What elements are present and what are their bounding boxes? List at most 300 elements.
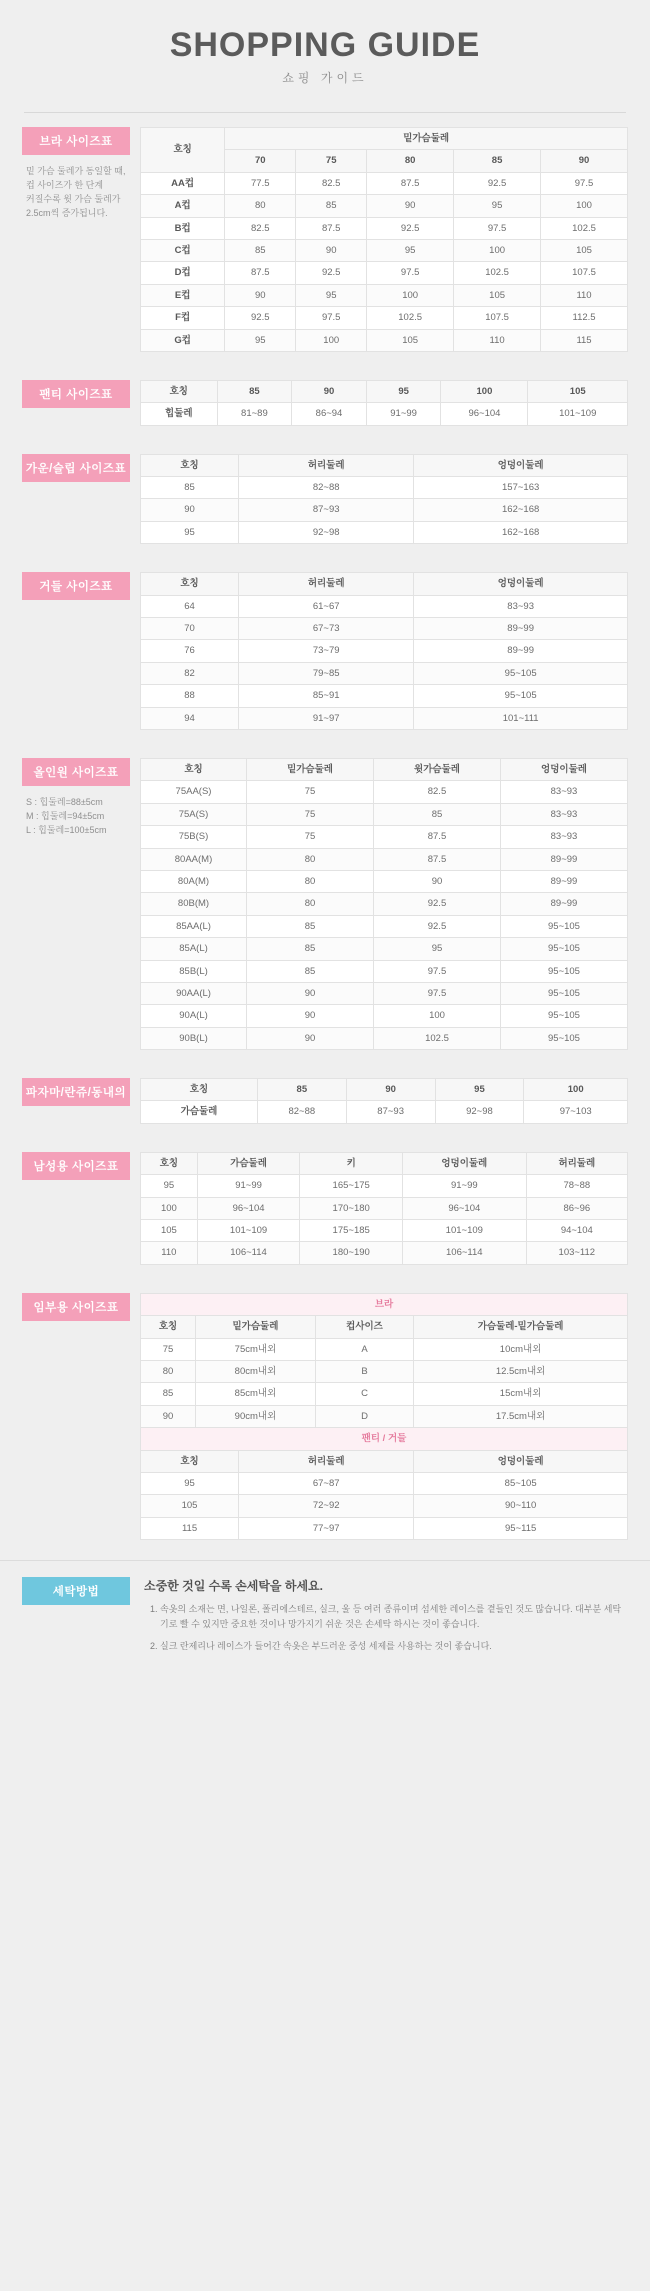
cell: 92~98 (239, 521, 414, 543)
cell: 165~175 (300, 1175, 403, 1197)
cell: 75AA(S) (141, 781, 247, 803)
cell: 73~79 (239, 640, 414, 662)
table-row (141, 403, 628, 425)
cell: 95~105 (500, 982, 627, 1004)
bra-col-header: 75 (296, 150, 367, 172)
cell: 92.5 (367, 217, 454, 239)
col-header: 호칭 (141, 1152, 198, 1174)
col-header: 호칭 (141, 380, 218, 402)
col-header: 호칭 (141, 1316, 196, 1338)
row-head: C컵 (141, 239, 225, 261)
section-panty (0, 366, 650, 440)
table-row (141, 1005, 628, 1027)
section-pajama (0, 1064, 650, 1138)
cell: 103~112 (526, 1242, 627, 1264)
section-label-column (22, 380, 140, 408)
table-row (141, 1338, 628, 1360)
cell: 95~115 (414, 1517, 628, 1539)
col-header: 엉덩이둘레 (414, 573, 628, 595)
cell: 90 (141, 1405, 196, 1427)
section-table-column (140, 127, 628, 352)
table-row (141, 848, 628, 870)
cell: 85 (141, 1383, 196, 1405)
cell: 97.5 (541, 172, 628, 194)
cell: 92.5 (374, 893, 501, 915)
section-table-column (140, 454, 628, 545)
cell: 110 (141, 1242, 198, 1264)
cell: B (315, 1360, 413, 1382)
table-row (141, 329, 628, 351)
row-head: G컵 (141, 329, 225, 351)
cell: 85 (374, 803, 501, 825)
section-table-column (140, 380, 628, 426)
cell: 91~99 (197, 1175, 300, 1197)
list-item: 2. 실크 란제리나 레이스가 들어간 속옷은 부드러운 중성 세제를 사용하는 것이 좋습니다. (160, 1639, 628, 1654)
cell: 96~104 (441, 403, 528, 425)
col-header: 호칭 (141, 1079, 258, 1101)
cell: 95~105 (500, 1005, 627, 1027)
cell: 112.5 (541, 307, 628, 329)
col-header: 윗가슴둘레 (374, 758, 501, 780)
maternity-panty-title: 팬티 / 거들 (141, 1428, 628, 1450)
cell: 81~89 (217, 403, 292, 425)
bra-corner-header: 호칭 (141, 128, 225, 173)
row-head: E컵 (141, 284, 225, 306)
cell: D (315, 1405, 413, 1427)
table-row (141, 781, 628, 803)
allinone-size-table (140, 758, 628, 1050)
girdle-size-table (140, 572, 628, 730)
cell: 82.5 (296, 172, 367, 194)
cell: 95~105 (500, 915, 627, 937)
table-row (141, 893, 628, 915)
row-head: 힙둘레 (141, 403, 218, 425)
cell: 100 (454, 239, 541, 261)
table-row (141, 870, 628, 892)
cell: 89~99 (500, 848, 627, 870)
col-header: 호칭 (141, 454, 239, 476)
gown-slip-size-table (140, 454, 628, 545)
cell: 85B(L) (141, 960, 247, 982)
cell: 91~97 (239, 707, 414, 729)
table-row (141, 262, 628, 284)
col-header: 엉덩이둘레 (402, 1152, 526, 1174)
maternity-bra-size-table (140, 1293, 628, 1428)
cell: 100 (141, 1197, 198, 1219)
cell: 10cm내외 (414, 1338, 628, 1360)
cell: 90 (247, 982, 374, 1004)
col-header: 85 (217, 380, 292, 402)
cell: 85 (247, 960, 374, 982)
col-header: 허리둘레 (239, 454, 414, 476)
table-row (141, 707, 628, 729)
cell: 90 (374, 870, 501, 892)
cell: 95 (454, 195, 541, 217)
cell: 97~103 (524, 1101, 628, 1123)
cell: 90 (141, 499, 239, 521)
cell: 87.5 (296, 217, 367, 239)
cell: 89~99 (414, 640, 628, 662)
cell: 75 (247, 803, 374, 825)
cell: 89~99 (500, 870, 627, 892)
cell: 90 (296, 239, 367, 261)
maternity-bra-title: 브라 (141, 1293, 628, 1315)
cell: 92.5 (296, 262, 367, 284)
section-table-column (140, 572, 628, 730)
section-label-column (22, 454, 140, 482)
col-header: 호칭 (141, 758, 247, 780)
cell: 83~93 (500, 781, 627, 803)
page-subtitle: 쇼핑 가이드 (282, 71, 368, 85)
cell: 78~88 (526, 1175, 627, 1197)
list-item: 1. 속옷의 소재는 면, 나일론, 폴리에스테르, 실크, 울 등 여러 종류이며 섬세한 레이스를 곁들인 것도 많습니다. 대부분 세탁기로 빨 수 있지만 중요한 것이나 망가지기 쉬운 것은 손세탁 하시는 것이 좋습니다. (160, 1602, 628, 1632)
wash-list (144, 1602, 628, 1654)
bra-col-header: 70 (225, 150, 296, 172)
cell: 75cm내외 (196, 1338, 316, 1360)
cell: 64 (141, 595, 239, 617)
men-size-table (140, 1152, 628, 1265)
section-tab-allinone: 올인원 사이즈표 (22, 758, 130, 786)
cell: 95~105 (414, 685, 628, 707)
col-header: 85 (257, 1079, 346, 1101)
cell: 94~104 (526, 1220, 627, 1242)
cell: 90~110 (414, 1495, 628, 1517)
cell: 100 (367, 284, 454, 306)
cell: 107.5 (541, 262, 628, 284)
cell: 92.5 (374, 915, 501, 937)
col-header: 밑가슴둘레 (247, 758, 374, 780)
cell: 75B(S) (141, 826, 247, 848)
col-header: 엉덩이둘레 (414, 454, 628, 476)
cell: 90 (367, 195, 454, 217)
cell: 83~93 (500, 826, 627, 848)
table-row (141, 217, 628, 239)
cell: 82~88 (239, 477, 414, 499)
cell: 82.5 (374, 781, 501, 803)
cell: 67~87 (239, 1472, 414, 1494)
cell: 77~97 (239, 1517, 414, 1539)
cell: 90AA(L) (141, 982, 247, 1004)
section-table-column (140, 1152, 628, 1265)
table-row (141, 284, 628, 306)
col-header: 컵사이즈 (315, 1316, 413, 1338)
bra-col-header: 80 (367, 150, 454, 172)
cell: 83~93 (500, 803, 627, 825)
cell: 88 (141, 685, 239, 707)
bra-group-header: 밑가슴둘레 (225, 128, 628, 150)
row-head: AA컵 (141, 172, 225, 194)
cell: 80A(M) (141, 870, 247, 892)
cell: 96~104 (402, 1197, 526, 1219)
cell: 97.5 (454, 217, 541, 239)
cell: 106~114 (402, 1242, 526, 1264)
cell: 95~105 (414, 662, 628, 684)
section-tab-pajama: 파자마/란쥬/동내의 (22, 1078, 130, 1106)
cell: 80 (141, 1360, 196, 1382)
cell: 100 (541, 195, 628, 217)
section-label-column (22, 572, 140, 600)
section-gown-slip (0, 440, 650, 559)
section-table-column (140, 1293, 628, 1540)
cell: 77.5 (225, 172, 296, 194)
table-row (141, 1383, 628, 1405)
section-label-column (22, 1078, 140, 1106)
cell: 87.5 (374, 826, 501, 848)
col-header: 105 (528, 380, 628, 402)
col-header: 밑가슴둘레 (196, 1316, 316, 1338)
table-row (141, 1472, 628, 1494)
cell: 170~180 (300, 1197, 403, 1219)
cell: 90A(L) (141, 1005, 247, 1027)
col-header: 가슴둘레 (197, 1152, 300, 1174)
table-row (141, 499, 628, 521)
section-label-column (22, 1152, 140, 1180)
section-wash (0, 1560, 650, 1687)
cell: 95 (141, 521, 239, 543)
cell: 95 (367, 239, 454, 261)
table-row (141, 826, 628, 848)
row-head: B컵 (141, 217, 225, 239)
cell: 180~190 (300, 1242, 403, 1264)
cell: 90 (225, 284, 296, 306)
col-header: 100 (524, 1079, 628, 1101)
cell: 115 (141, 1517, 239, 1539)
col-header: 95 (366, 380, 441, 402)
cell: 85 (247, 938, 374, 960)
cell: 101~111 (414, 707, 628, 729)
cell: 80AA(M) (141, 848, 247, 870)
section-tab-bra: 브라 사이즈표 (22, 127, 130, 155)
cell: 95 (225, 329, 296, 351)
section-label-column (22, 1293, 140, 1321)
section-note-allinone: S : 힙둘레=88±5cm M : 힙둘레=94±5cm L : 힙둘레=100±5cm (26, 796, 107, 835)
cell: 95 (141, 1472, 239, 1494)
table-row (141, 640, 628, 662)
cell: 76 (141, 640, 239, 662)
table-row (141, 239, 628, 261)
cell: 95 (296, 284, 367, 306)
cell: 162~168 (414, 499, 628, 521)
page-header (0, 0, 650, 106)
col-header: 100 (441, 380, 528, 402)
cell: 89~99 (500, 893, 627, 915)
cell: 110 (541, 284, 628, 306)
table-row (141, 618, 628, 640)
table-row (141, 662, 628, 684)
cell: 101~109 (197, 1220, 300, 1242)
cell: 87.5 (367, 172, 454, 194)
cell: 15cm내외 (414, 1383, 628, 1405)
cell: 85AA(L) (141, 915, 247, 937)
col-header: 호칭 (141, 1450, 239, 1472)
cell: 87.5 (225, 262, 296, 284)
cell: 75A(S) (141, 803, 247, 825)
cell: 101~109 (528, 403, 628, 425)
cell: 95~105 (500, 960, 627, 982)
section-label-column (22, 758, 140, 838)
col-header: 엉덩이둘레 (414, 1450, 628, 1472)
cell: A (315, 1338, 413, 1360)
pajama-size-table (140, 1078, 628, 1124)
cell: 162~168 (414, 521, 628, 543)
col-header: 90 (292, 380, 367, 402)
cell: 70 (141, 618, 239, 640)
table-row (141, 1101, 628, 1123)
section-tab-men: 남성용 사이즈표 (22, 1152, 130, 1180)
cell: 75 (247, 781, 374, 803)
cell: 97.5 (296, 307, 367, 329)
section-girdle (0, 558, 650, 744)
cell: 82.5 (225, 217, 296, 239)
table-row (141, 1242, 628, 1264)
cell: 86~96 (526, 1197, 627, 1219)
cell: 83~93 (414, 595, 628, 617)
cell: 97.5 (374, 960, 501, 982)
cell: 95 (374, 938, 501, 960)
cell: 17.5cm내외 (414, 1405, 628, 1427)
cell: 85 (247, 915, 374, 937)
section-tab-panty: 팬티 사이즈표 (22, 380, 130, 408)
col-header: 키 (300, 1152, 403, 1174)
cell: 85~91 (239, 685, 414, 707)
cell: 105 (367, 329, 454, 351)
section-table-column (140, 1078, 628, 1124)
table-row (141, 1175, 628, 1197)
cell: 105 (141, 1220, 198, 1242)
section-table-column (140, 758, 628, 1050)
table-row (141, 1517, 628, 1539)
cell: 85 (225, 239, 296, 261)
table-row (141, 1360, 628, 1382)
cell: 87~93 (239, 499, 414, 521)
row-head: 가슴둘레 (141, 1101, 258, 1123)
table-row (141, 938, 628, 960)
section-allinone (0, 744, 650, 1064)
cell: 106~114 (197, 1242, 300, 1264)
cell: 80cm내외 (196, 1360, 316, 1382)
cell: 92~98 (435, 1101, 524, 1123)
cell: 90 (247, 1027, 374, 1049)
cell: 85A(L) (141, 938, 247, 960)
cell: C (315, 1383, 413, 1405)
col-header: 허리둘레 (239, 573, 414, 595)
cell: 75 (247, 826, 374, 848)
cell: 102.5 (367, 307, 454, 329)
section-label-column (22, 127, 140, 221)
bra-size-table (140, 127, 628, 352)
cell: 95 (141, 1175, 198, 1197)
bra-col-header: 85 (454, 150, 541, 172)
cell: 105 (454, 284, 541, 306)
cell: 100 (296, 329, 367, 351)
row-head: F컵 (141, 307, 225, 329)
section-tab-maternity: 임부용 사이즈표 (22, 1293, 130, 1321)
cell: 72~92 (239, 1495, 414, 1517)
bra-col-header: 90 (541, 150, 628, 172)
cell: 91~99 (366, 403, 441, 425)
row-head: D컵 (141, 262, 225, 284)
cell: 91~99 (402, 1175, 526, 1197)
row-head: A컵 (141, 195, 225, 217)
cell: 102.5 (454, 262, 541, 284)
maternity-panty-size-table (140, 1427, 628, 1540)
cell: 95~105 (500, 938, 627, 960)
table-row (141, 521, 628, 543)
cell: 89~99 (414, 618, 628, 640)
wash-title: 소중한 것일 수록 손세탁을 하세요. (144, 1579, 323, 1594)
section-note-bra: 밑 가슴 둘레가 동일할 때, 컵 사이즈가 한 단계 커질수록 윗 가슴 둘레가 2.5cm씩 증가됩니다. (26, 166, 126, 218)
table-row (141, 1220, 628, 1242)
col-header: 엉덩이둘레 (500, 758, 627, 780)
cell: 80 (247, 893, 374, 915)
table-row (141, 595, 628, 617)
cell: 102.5 (541, 217, 628, 239)
section-label-column (22, 1577, 140, 1605)
cell: 80B(M) (141, 893, 247, 915)
cell: 90cm내외 (196, 1405, 316, 1427)
table-row (141, 982, 628, 1004)
table-row (141, 1495, 628, 1517)
wash-content (140, 1577, 628, 1661)
col-header: 가슴둘레-밑가슴둘레 (414, 1316, 628, 1338)
cell: 105 (141, 1495, 239, 1517)
table-row (141, 960, 628, 982)
table-row (141, 685, 628, 707)
cell: 102.5 (374, 1027, 501, 1049)
table-row (141, 1197, 628, 1219)
cell: 87.5 (374, 848, 501, 870)
col-header: 호칭 (141, 573, 239, 595)
cell: 96~104 (197, 1197, 300, 1219)
cell: 115 (541, 329, 628, 351)
cell: 90B(L) (141, 1027, 247, 1049)
cell: 97.5 (367, 262, 454, 284)
col-header: 허리둘레 (239, 1450, 414, 1472)
table-row (141, 477, 628, 499)
section-maternity (0, 1279, 650, 1554)
cell: 75 (141, 1338, 196, 1360)
table-row (141, 915, 628, 937)
cell: 97.5 (374, 982, 501, 1004)
cell: 67~73 (239, 618, 414, 640)
cell: 80 (247, 870, 374, 892)
cell: 85cm내외 (196, 1383, 316, 1405)
cell: 100 (374, 1005, 501, 1027)
cell: 101~109 (402, 1220, 526, 1242)
cell: 80 (247, 848, 374, 870)
section-bra (0, 113, 650, 366)
col-header: 90 (346, 1079, 435, 1101)
cell: 82 (141, 662, 239, 684)
cell: 90 (247, 1005, 374, 1027)
cell: 85 (141, 477, 239, 499)
table-row (141, 172, 628, 194)
section-men (0, 1138, 650, 1279)
cell: 95~105 (500, 1027, 627, 1049)
table-row (141, 803, 628, 825)
cell: 80 (225, 195, 296, 217)
cell: 175~185 (300, 1220, 403, 1242)
col-header: 허리둘레 (526, 1152, 627, 1174)
panty-size-table (140, 380, 628, 426)
section-tab-wash: 세탁방법 (22, 1577, 130, 1605)
cell: 107.5 (454, 307, 541, 329)
cell: 110 (454, 329, 541, 351)
cell: 87~93 (346, 1101, 435, 1123)
section-tab-girdle: 거들 사이즈표 (22, 572, 130, 600)
cell: 157~163 (414, 477, 628, 499)
table-row (141, 195, 628, 217)
